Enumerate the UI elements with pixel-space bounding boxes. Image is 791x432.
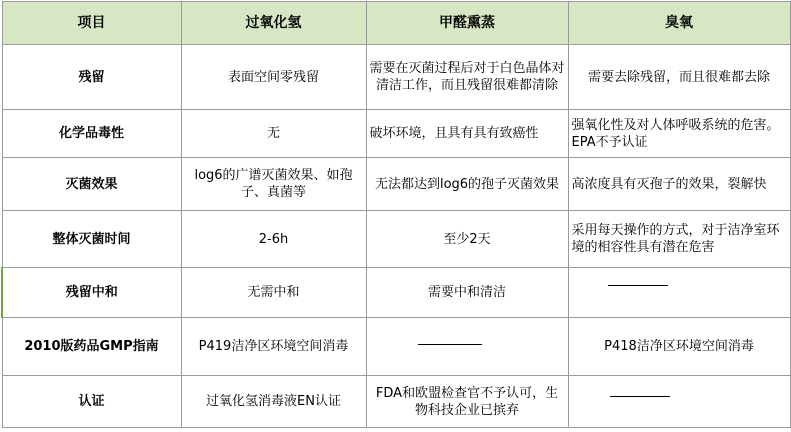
cell-ozone: 强氧化性及对人体呼吸系统的危害。EPA不予认证 <box>568 110 790 158</box>
cell-formaldehyde: 需要在灭菌过程后对于白色晶体对清洁工作，而且残留很难都清除 <box>366 45 568 110</box>
table-row <box>2 268 790 318</box>
header-row <box>2 2 790 45</box>
header-formaldehyde: 甲醛熏蒸 <box>366 2 568 45</box>
cell-hydrogen-peroxide: 2-6h <box>181 211 366 268</box>
cell-ozone: 高浓度具有灭孢子的效果，裂解快 <box>568 158 790 211</box>
cell-formaldehyde: 破坏环境，且具有具有致癌性 <box>366 110 568 158</box>
header-hydrogen-peroxide: 过氧化氢 <box>181 2 366 45</box>
cell-ozone-empty <box>568 268 790 318</box>
cell-ozone: 采用每天操作的方式，对于洁净室环境的相容性具有潜在危害 <box>568 211 790 268</box>
cell-formaldehyde: 至少2天 <box>366 211 568 268</box>
table-row <box>2 318 790 376</box>
cell-formaldehyde: 无法都达到log6的孢子灭菌效果 <box>366 158 568 211</box>
cell-hydrogen-peroxide: 无 <box>181 110 366 158</box>
dash-line <box>610 396 670 397</box>
cell-formaldehyde-empty <box>366 318 568 376</box>
row-label: 认证 <box>2 376 181 428</box>
header-ozone: 臭氧 <box>568 2 790 45</box>
dash-line <box>418 344 482 345</box>
row-label: 化学品毒性 <box>2 110 181 158</box>
table-row <box>2 376 790 428</box>
row-label: 整体灭菌时间 <box>2 211 181 268</box>
row-label: 残留 <box>2 45 181 110</box>
cell-formaldehyde: FDA和欧盟检查官不予认可，生物科技企业已摈弃 <box>366 376 568 428</box>
table-row <box>2 211 790 268</box>
cell-ozone: P418洁净区环境空间消毒 <box>568 318 790 376</box>
cell-ozone: 需要去除残留，而且很难都去除 <box>568 45 790 110</box>
cell-ozone-empty <box>568 376 790 428</box>
row-label: 残留中和 <box>2 268 181 318</box>
cell-hydrogen-peroxide: log6的广谱灭菌效果、如孢子、真菌等 <box>181 158 366 211</box>
cell-hydrogen-peroxide: 无需中和 <box>181 268 366 318</box>
table-row <box>2 110 790 158</box>
table-row <box>2 158 790 211</box>
cell-formaldehyde: 需要中和清洁 <box>366 268 568 318</box>
cell-hydrogen-peroxide: 表面空间零残留 <box>181 45 366 110</box>
table-row <box>2 45 790 110</box>
row-label: 2010版药品GMP指南 <box>2 318 181 376</box>
cell-hydrogen-peroxide: 过氧化氢消毒液EN认证 <box>181 376 366 428</box>
dash-line <box>608 285 668 286</box>
comparison-table <box>1 1 791 428</box>
row-label: 灭菌效果 <box>2 158 181 211</box>
header-item: 项目 <box>2 2 181 45</box>
cell-hydrogen-peroxide: P419洁净区环境空间消毒 <box>181 318 366 376</box>
